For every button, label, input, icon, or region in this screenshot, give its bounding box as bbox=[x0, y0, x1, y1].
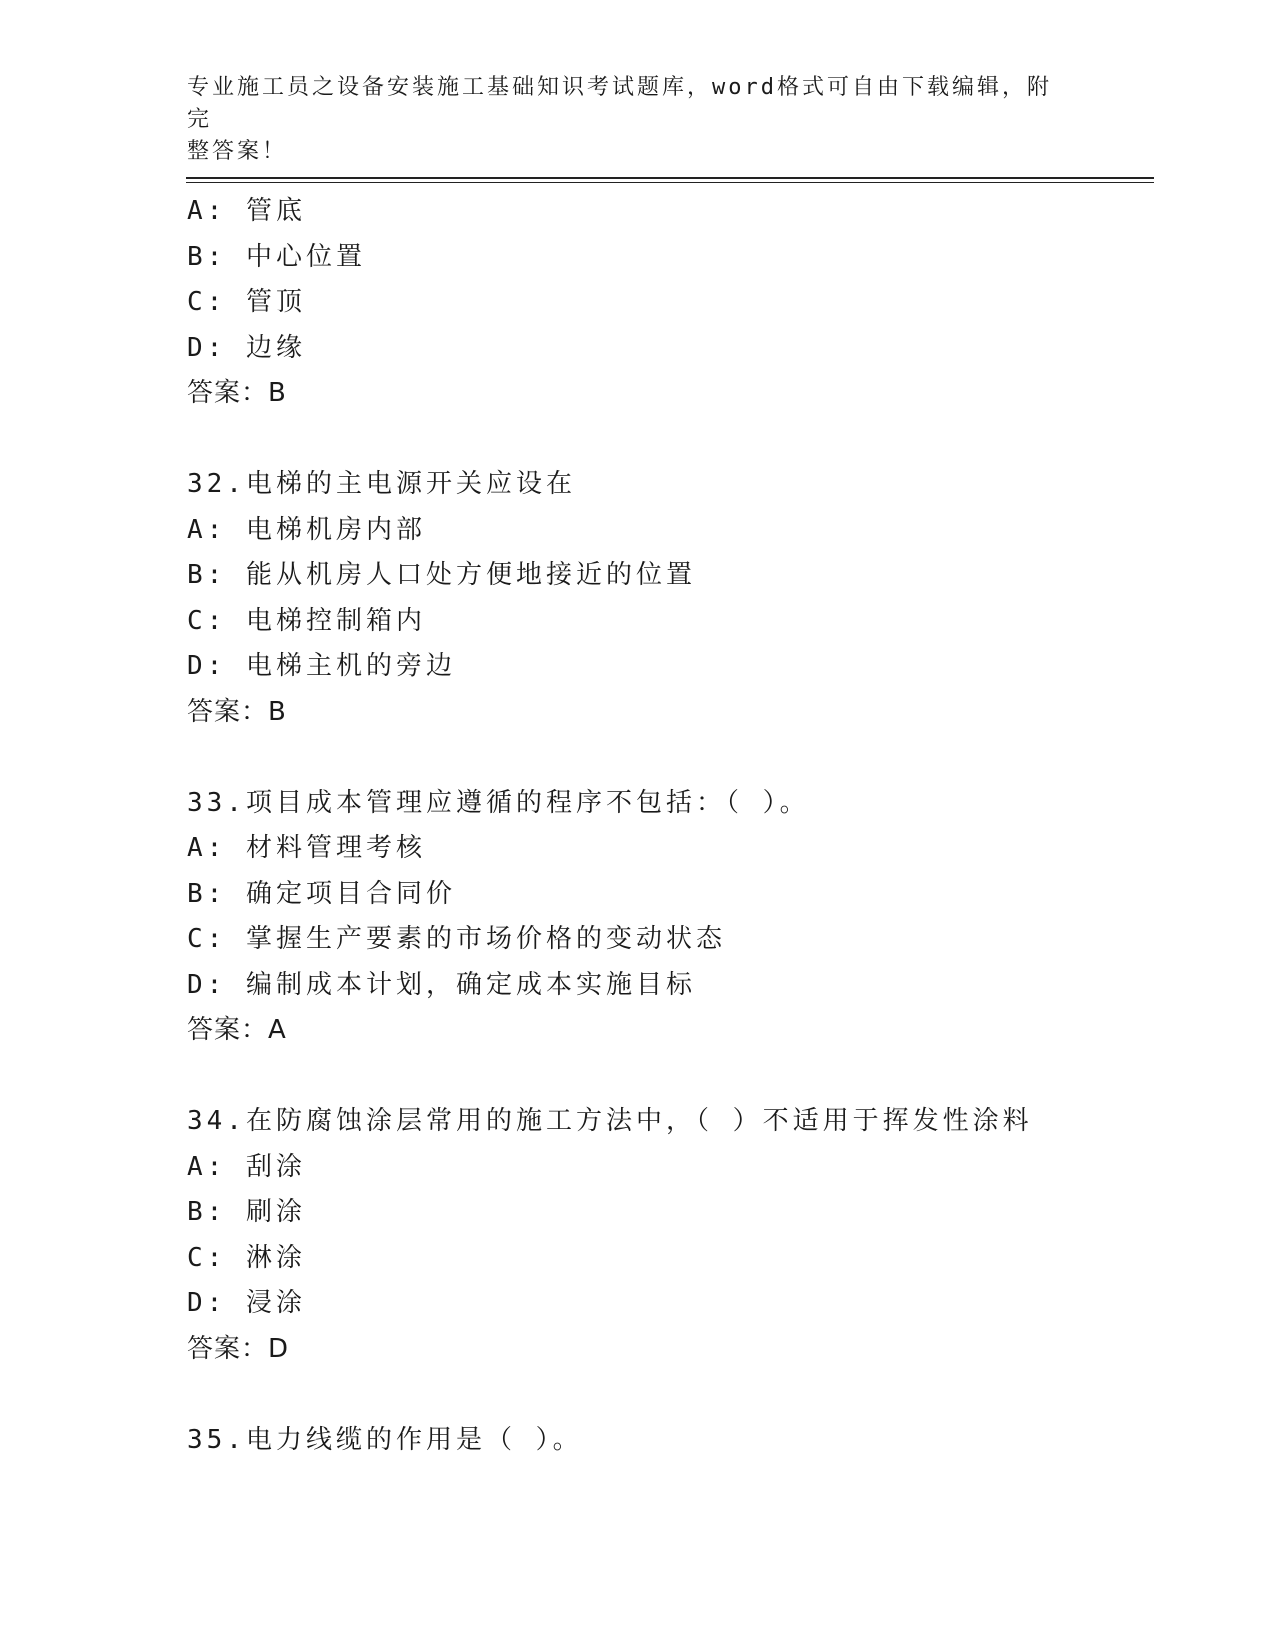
question-spacer bbox=[187, 1372, 1147, 1418]
header-title-line-2: 整答案！ bbox=[187, 139, 288, 164]
option-c: C: 管顶 bbox=[187, 287, 306, 317]
question-32 bbox=[187, 462, 1147, 735]
question-stem: 34.在防腐蚀涂层常用的施工方法中，（ ）不适用于挥发性涂料 bbox=[187, 1106, 1033, 1136]
question-spacer bbox=[187, 1054, 1147, 1100]
question-stem: 33.项目成本管理应遵循的程序不包括：（ ）。 bbox=[187, 787, 810, 818]
question-stem: 32.电梯的主电源开关应设在 bbox=[187, 469, 576, 499]
option-b: B: 刷涂 bbox=[187, 1197, 306, 1227]
option-a: A: 刮涂 bbox=[187, 1151, 306, 1182]
option-b: B: 能从机房人口处方便地接近的位置 bbox=[187, 560, 696, 590]
answer-line: 答案：B bbox=[187, 696, 287, 727]
question-spacer bbox=[187, 417, 1147, 463]
option-a: A: 材料管理考核 bbox=[187, 833, 426, 863]
header-title-line-1: 专业施工员之设备安装施工基础知识考试题库，word格式可自由下载编辑，附完 bbox=[187, 75, 1052, 132]
option-c: C: 淋涂 bbox=[187, 1242, 306, 1273]
header-divider-thick bbox=[186, 177, 1154, 179]
answer-line: 答案：B bbox=[187, 378, 287, 408]
option-b: B: 中心位置 bbox=[187, 241, 366, 272]
document-header bbox=[187, 72, 1067, 168]
question-35 bbox=[187, 1418, 1147, 1464]
header-divider-thin bbox=[186, 182, 1154, 183]
option-a: A: 管底 bbox=[187, 196, 306, 226]
option-d: D: 电梯主机的旁边 bbox=[187, 651, 456, 681]
option-d: D: 编制成本计划，确定成本实施目标 bbox=[187, 969, 696, 1000]
answer-line: 答案：D bbox=[187, 1333, 290, 1364]
option-d: D: 浸涂 bbox=[187, 1288, 306, 1318]
question-33 bbox=[187, 781, 1147, 1054]
question-31-continued bbox=[187, 189, 1147, 417]
question-34 bbox=[187, 1099, 1147, 1372]
option-d: D: 边缘 bbox=[187, 332, 306, 363]
question-spacer bbox=[187, 735, 1147, 781]
option-c: C: 电梯控制箱内 bbox=[187, 605, 426, 636]
option-a: A: 电梯机房内部 bbox=[187, 514, 426, 545]
answer-line: 答案：A bbox=[187, 1015, 287, 1045]
option-b: B: 确定项目合同价 bbox=[187, 878, 456, 909]
question-stem: 35.电力线缆的作用是（ ）。 bbox=[187, 1424, 583, 1455]
question-list bbox=[187, 189, 1147, 1463]
option-c: C: 掌握生产要素的市场价格的变动状态 bbox=[187, 924, 726, 954]
